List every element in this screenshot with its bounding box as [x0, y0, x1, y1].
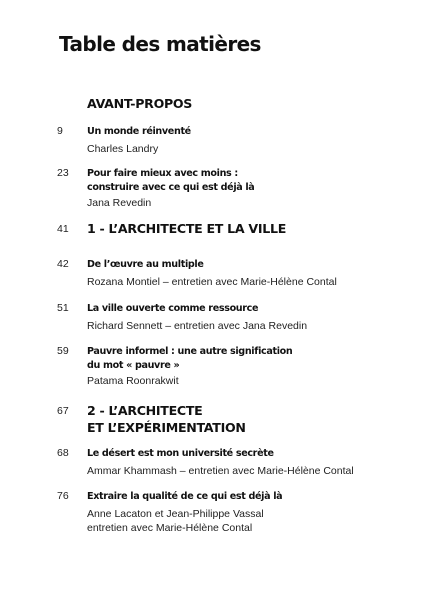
page-number: 9 — [57, 125, 63, 137]
entry-author: Richard Sennett – entretien avec Jana Revedin — [87, 320, 308, 332]
page-number: 23 — [57, 167, 69, 179]
entry-author: Charles Landry — [87, 143, 159, 155]
entry-author: Anne Lacaton et Jean-Philippe Vassal — [87, 508, 264, 520]
entry-title: Le désert est mon université secrète — [87, 448, 274, 459]
part-title: ET L’EXPÉRIMENTATION — [87, 420, 246, 435]
entry-title: Pauvre informel : une autre signification — [87, 346, 293, 357]
section-title: AVANT-PROPOS — [87, 96, 193, 111]
page-number: 76 — [57, 490, 69, 502]
page-number: 41 — [57, 223, 69, 235]
entry-title: La ville ouverte comme ressource — [87, 303, 259, 314]
part-title: 2 - L’ARCHITECTE — [87, 403, 203, 418]
entry-author: Jana Revedin — [87, 197, 152, 209]
part-title: 1 - L’ARCHITECTE ET LA VILLE — [87, 221, 287, 236]
entry-author: entretien avec Marie-Hélène Contal — [87, 522, 253, 534]
page-number: 42 — [57, 258, 69, 270]
entry-title: du mot « pauvre » — [87, 360, 180, 371]
entry-title: Pour faire mieux avec moins : — [87, 168, 238, 179]
entry-author: Rozana Montiel – entretien avec Marie-Hélène Contal — [87, 276, 337, 288]
page-number: 59 — [57, 345, 69, 357]
page-number: 68 — [57, 447, 69, 459]
page-title: Table des matières — [59, 32, 261, 56]
entry-title: De l’œuvre au multiple — [87, 259, 204, 270]
page-number: 67 — [57, 405, 69, 417]
entry-title: Un monde réinventé — [87, 126, 191, 137]
entry-author: Ammar Khammash – entretien avec Marie-Hélène Contal — [87, 465, 354, 477]
entry-title: construire avec ce qui est déjà là — [87, 182, 255, 193]
entry-title: Extraire la qualité de ce qui est déjà là — [87, 491, 283, 502]
entry-author: Patama Roonrakwit — [87, 375, 179, 387]
page-number: 51 — [57, 302, 69, 314]
